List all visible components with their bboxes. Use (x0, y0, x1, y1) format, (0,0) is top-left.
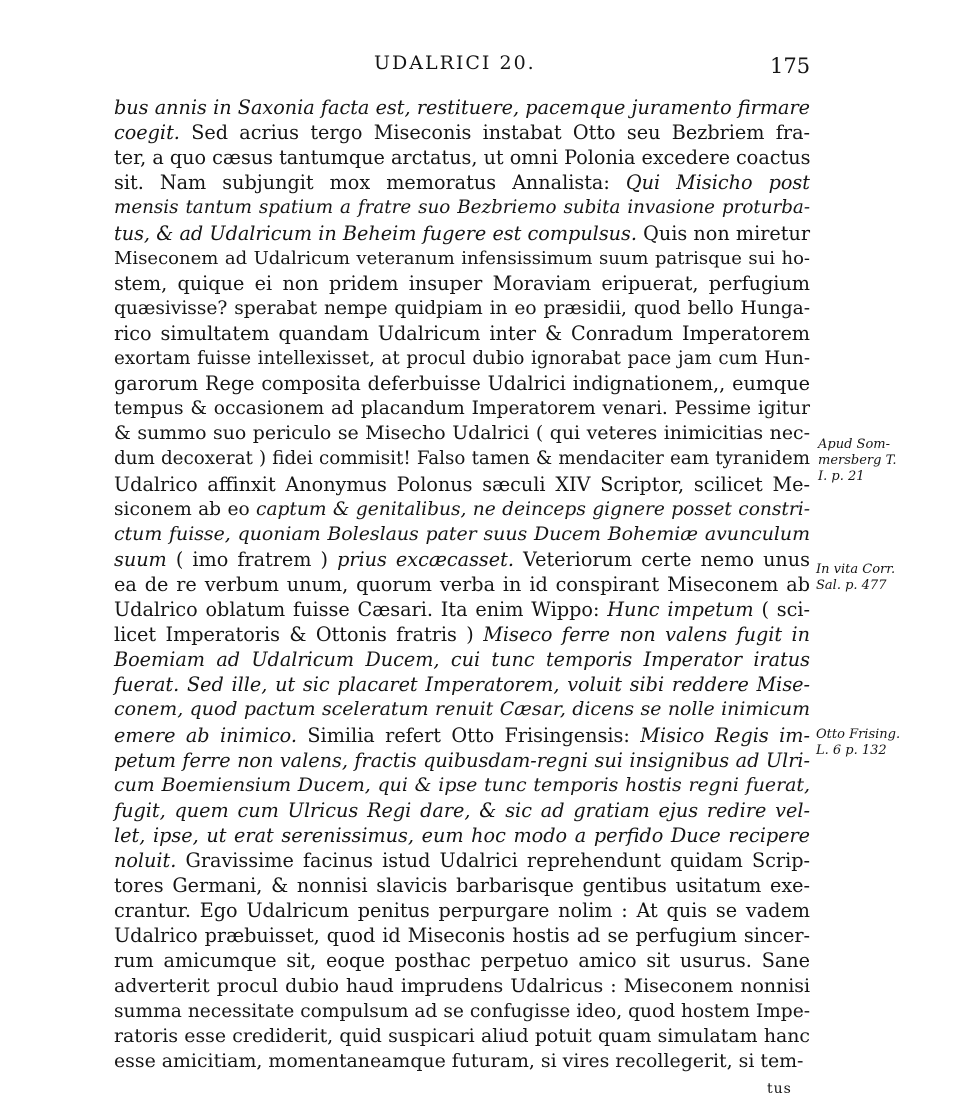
text-line (114, 522, 810, 547)
text-line (114, 723, 810, 748)
text-line (114, 672, 810, 697)
roman-segment: ratoris esse crediderit, quid suspicari aliud potuit quam simulatam hanc (114, 1024, 810, 1047)
roman-segment: Udalrico præbuisset, quod id Miseconis hostis ad se perfugium sincer- (114, 924, 810, 948)
italic-segment: conem, quod pactum sceleratum renuit Cæsar, dicens se nolle inimicum (114, 698, 810, 721)
roman-segment: rico simultatem quandam Udalricum inter & Conradum Imperatorem (114, 321, 810, 345)
text-line (114, 597, 810, 622)
text-line (114, 371, 810, 396)
italic-segment: Miseco ferre non valens fugit in (483, 623, 811, 647)
roman-segment: quæsivisse? sperabat nempe quidpiam in eo præsidii, quod bello Hunga- (114, 297, 810, 319)
text-line (114, 848, 810, 873)
roman-segment: Veteriorum certe nemo unus (513, 547, 810, 571)
italic-segment: noluit. (114, 849, 177, 872)
text-line (114, 271, 810, 296)
text-line (114, 647, 810, 672)
italic-segment: fugit, quem cum Ulricus Regi dare, & sic ad gratiam ejus redire vel- (114, 798, 810, 822)
catchword: tus (767, 1081, 792, 1097)
roman-segment: dum decoxerat ) fidei commisit! Falso tamen & mendaciter eam tyranidem (114, 448, 810, 470)
italic-segment: Boemiam ad Udalricum Ducem, cui tunc temporis Imperator iratus (114, 648, 810, 672)
roman-segment: Udalrico affinxit Anonymus Polonus sæculi XIV Scriptor, scilicet Me- (114, 472, 810, 496)
italic-segment: coegit. (114, 121, 180, 145)
roman-segment: sit. Nam subjungit mox memoratus Annalista: (114, 171, 626, 195)
text-line (114, 246, 810, 271)
roman-segment: licet Imperatoris & Ottonis fratris ) (114, 623, 484, 647)
roman-segment: Similia refert Otto Frisingensis: (297, 723, 641, 747)
roman-segment: esse amicitiam, momentaneamque futuram, si vires recollegerit, si tem- (114, 1049, 804, 1072)
roman-segment: adverterit procul dubio haud imprudens Udalricus : Miseconem nonnisi (114, 974, 810, 997)
text-line (114, 572, 810, 597)
roman-segment: Sed acrius tergo Miseconis instabat Otto seu Bezbriem fra- (179, 121, 810, 145)
text-line (114, 999, 810, 1024)
italic-segment: fuerat. Sed ille, ut sic placaret Imperatorem, voluit sibi reddere Mise- (114, 673, 810, 697)
italic-segment: emere ab inimico. (114, 723, 297, 747)
text-line (114, 145, 810, 170)
page-number: 175 (770, 54, 811, 78)
roman-segment: tempus & occasionem ad placandum Imperatorem venari. Pessime igitur (114, 398, 810, 420)
text-line (114, 974, 810, 999)
italic-segment: Qui Misicho post (625, 171, 810, 195)
text-line (114, 221, 810, 246)
italic-segment: petum ferre non valens, fractis quibusdam-regni sui insignibus ad Ulri- (114, 748, 810, 772)
italic-segment: captum & genitalibus, ne deinceps gignere posset constri- (256, 498, 810, 520)
roman-segment: ( imo fratrem ) (166, 547, 338, 571)
roman-segment: exortam fuisse intellexisset, at procul dubio ignorabat pace jam cum Hun- (114, 348, 810, 369)
italic-segment: mensis tantum spatium a fratre suo Bezbriemo subita invasione proturba- (114, 197, 810, 219)
roman-segment: & summo suo periculo se Misecho Udalrici ( qui veteres inimicitias nec- (114, 422, 810, 445)
italic-segment: let, ipse, ut erat serenissimus, eum hoc modo a perfido Duce recipere (114, 823, 810, 847)
italic-segment: suum (114, 547, 167, 571)
roman-segment: siconem ab eo (114, 498, 257, 520)
text-line (114, 321, 810, 346)
text-line (114, 948, 810, 973)
roman-segment: ( sci- (753, 598, 810, 621)
margin-note-otto-frising: Otto Frising. L. 6 p. 132 (816, 727, 901, 758)
roman-segment: stem, quique ei non pridem insuper Moraviam eripuerat, perfugium (114, 271, 810, 295)
text-line (114, 773, 810, 798)
text-line (114, 622, 810, 647)
roman-segment: Gravissime facinus istud Udalrici reprehendunt quidam Scrip- (176, 849, 810, 872)
text-line (114, 195, 810, 220)
text-line (114, 421, 810, 446)
italic-segment: Misico Regis im- (640, 723, 810, 747)
italic-segment: ctum fuisse, quoniam Boleslaus pater suus Ducem Bohemiæ avunculum (114, 522, 810, 545)
roman-segment: tores Germani, & nonnisi slavicis barbarisque gentibus usitatum exe- (114, 874, 810, 898)
text-line (114, 346, 810, 371)
roman-segment: ea de re verbum unum, quorum verba in id conspirant Miseconem ab (114, 572, 810, 596)
text-line (114, 898, 810, 923)
text-line (114, 823, 810, 848)
text-line (114, 697, 810, 722)
running-title: UDALRICI 20. (374, 52, 536, 74)
roman-segment: crantur. Ego Udalricum penitus perpurgare nolim : At quis se vadem (114, 899, 810, 923)
roman-segment: Miseconem ad Udalricum veteranum infensissimum suum patrisque sui ho- (114, 247, 810, 269)
roman-segment: Udalrico oblatum fuisse Cæsari. Ita enim Wippo: (114, 598, 608, 621)
text-line (114, 396, 810, 421)
italic-segment: Hunc impetum (607, 598, 754, 621)
margin-note-wippo: In vita Corr. Sal. p. 477 (816, 562, 896, 593)
text-line (114, 497, 810, 522)
roman-segment: Quis non miretur (636, 221, 810, 245)
text-line (114, 748, 810, 773)
text-line (114, 95, 810, 120)
text-line (114, 1049, 810, 1074)
text-line (114, 296, 810, 321)
text-line (114, 120, 810, 145)
italic-segment: bus annis in Saxonia facta est, restituere, pacemque juramento firmare (114, 96, 810, 119)
text-line (114, 923, 810, 948)
text-line (114, 873, 810, 898)
italic-segment: cum Boemiensium Ducem, qui & ipse tunc temporis hostis regni fuerat, (114, 773, 810, 796)
roman-segment: ter, a quo cæsus tantumque arctatus, ut omni Polonia excedere coactus (114, 146, 811, 170)
text-line (114, 547, 810, 572)
italic-segment: tus, & ad Udalricum in Beheim fugere est compulsus. (114, 221, 637, 245)
text-line (114, 798, 810, 823)
text-line (114, 472, 810, 497)
text-line (114, 170, 810, 195)
margin-note-sommersberg: Apud Som- mersberg T. I. p. 21 (818, 437, 897, 484)
text-line (114, 1024, 810, 1049)
italic-segment: prius excæcasset. (337, 547, 514, 571)
roman-segment: rum amicumque sit, eoque posthac perpetuo amico sit usurus. Sane (114, 949, 810, 973)
roman-segment: garorum Rege composita deferbuisse Udalrici indignationem,, eumque (114, 372, 810, 396)
roman-segment: summa necessitate compulsum ad se confugisse ideo, quod hostem Impe- (114, 1000, 810, 1022)
text-line (114, 446, 810, 471)
